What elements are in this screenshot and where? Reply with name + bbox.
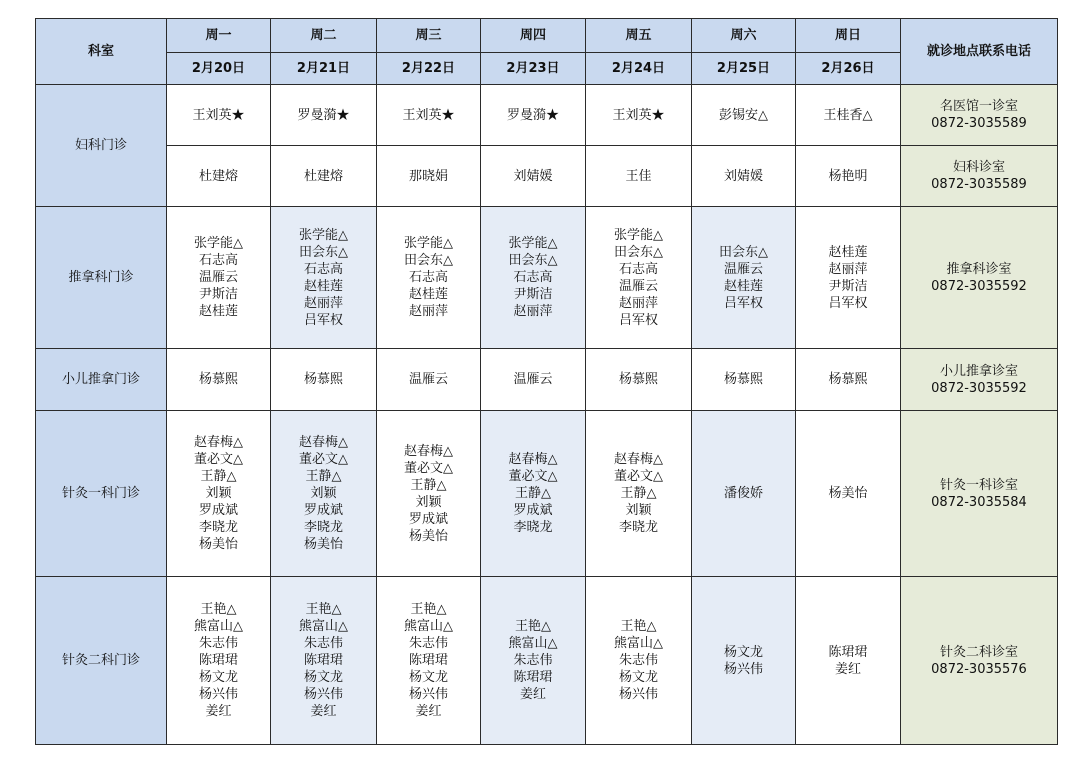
schedule-cell bbox=[586, 146, 692, 207]
doctor-name: 杜建熔 bbox=[198, 168, 238, 184]
schedule-cell bbox=[692, 85, 796, 146]
room-name: 针灸一科诊室 bbox=[939, 477, 1018, 493]
phone-number: 0872-3035589 bbox=[931, 116, 1027, 131]
phone-number: 0872-3035592 bbox=[931, 380, 1027, 396]
schedule-cell bbox=[167, 207, 271, 349]
schedule-cell bbox=[586, 577, 692, 745]
doctor-name: 王刘英★ bbox=[192, 107, 245, 123]
doctor-name: 尹斯洁 bbox=[513, 287, 553, 302]
doctor-name: 石志高 bbox=[303, 261, 343, 277]
doctor-name: 罗曼漪★ bbox=[297, 107, 350, 123]
doctor-name: 杨兴伟 bbox=[198, 687, 238, 702]
doctor-name: 陈珺珺 bbox=[303, 653, 343, 668]
schedule-cell bbox=[586, 85, 692, 146]
weekday-header: 周日 bbox=[796, 19, 901, 53]
doctor-name: 石志高 bbox=[408, 270, 448, 285]
phone-number: 0872-3035584 bbox=[931, 494, 1027, 510]
doctor-name: 王艳△ bbox=[620, 619, 657, 634]
doctor-name: 董必文△ bbox=[508, 469, 558, 484]
schedule-cell bbox=[377, 349, 481, 411]
schedule-cell bbox=[481, 577, 586, 745]
doctor-name: 温雁云 bbox=[513, 372, 553, 387]
schedule-cell bbox=[377, 577, 481, 745]
doctor-name: 田会东△ bbox=[299, 244, 348, 260]
doctor-name: 朱志伟 bbox=[408, 636, 448, 651]
doctor-name: 赵春梅△ bbox=[299, 435, 348, 450]
doctor-name: 赵春梅△ bbox=[404, 443, 453, 459]
schedule-cell bbox=[271, 411, 377, 577]
table-row bbox=[36, 146, 1058, 207]
schedule-cell bbox=[167, 349, 271, 411]
location-cell bbox=[901, 207, 1058, 349]
doctor-name: 董必文△ bbox=[299, 452, 348, 467]
schedule-cell bbox=[586, 207, 692, 349]
doctor-name: 王静△ bbox=[620, 486, 657, 501]
doctor-name: 熊富山△ bbox=[614, 636, 663, 651]
doctor-name: 杨兴伟 bbox=[303, 687, 343, 702]
schedule-cell bbox=[796, 349, 901, 411]
table-row bbox=[36, 411, 1058, 577]
doctor-name: 王艳△ bbox=[305, 602, 342, 617]
location-cell bbox=[901, 577, 1058, 745]
doctor-name: 田会东△ bbox=[508, 253, 558, 268]
schedule-cell bbox=[481, 85, 586, 146]
doctor-name: 陈珺珺 bbox=[513, 670, 553, 685]
doctor-name: 尹斯洁 bbox=[198, 287, 238, 302]
location-cell bbox=[901, 85, 1058, 146]
doctor-name: 彭锡安△ bbox=[719, 107, 768, 123]
doctor-name: 温雁云 bbox=[198, 270, 238, 285]
doctor-name: 赵桂莲 bbox=[408, 287, 448, 302]
doctor-name: 罗曼漪★ bbox=[506, 107, 559, 123]
doctor-name: 杨美怡 bbox=[303, 537, 343, 552]
room-name: 名医馆一诊室 bbox=[939, 99, 1018, 114]
doctor-name: 杨美怡 bbox=[408, 528, 448, 544]
doctor-name: 温雁云 bbox=[723, 261, 763, 277]
doctor-name: 吕军权 bbox=[303, 312, 343, 328]
doctor-name: 温雁云 bbox=[618, 278, 658, 294]
doctor-name: 刘颖 bbox=[415, 494, 442, 510]
weekday-header: 周一 bbox=[167, 19, 271, 53]
date-header: 2月25日 bbox=[692, 53, 796, 85]
schedule-cell bbox=[481, 349, 586, 411]
doctor-name: 张学能△ bbox=[404, 236, 453, 251]
schedule-cell bbox=[796, 577, 901, 745]
doctor-name: 姜红 bbox=[519, 687, 546, 702]
date-header: 2月26日 bbox=[796, 53, 901, 85]
doctor-name: 田会东△ bbox=[719, 244, 768, 260]
schedule-cell bbox=[586, 411, 692, 577]
dept-name: 针灸二科门诊 bbox=[36, 577, 167, 745]
schedule-cell bbox=[692, 207, 796, 349]
location-header: 就诊地点联系电话 bbox=[901, 19, 1058, 85]
schedule-body bbox=[36, 85, 1058, 745]
schedule-cell bbox=[167, 85, 271, 146]
doctor-name: 杨文龙 bbox=[723, 644, 763, 660]
dept-name: 推拿科门诊 bbox=[36, 207, 167, 349]
doctor-name: 李晓龙 bbox=[513, 520, 553, 535]
doctor-name: 张学能△ bbox=[299, 227, 348, 243]
doctor-name: 罗成斌 bbox=[303, 503, 343, 518]
date-header: 2月21日 bbox=[271, 53, 377, 85]
doctor-name: 王艳△ bbox=[515, 619, 551, 634]
doctor-name: 王静△ bbox=[410, 477, 447, 493]
doctor-name: 张学能△ bbox=[614, 227, 663, 243]
doctor-name: 熊富山△ bbox=[508, 636, 558, 651]
doctor-name: 朱志伟 bbox=[198, 636, 238, 651]
date-header: 2月24日 bbox=[586, 53, 692, 85]
doctor-name: 尹斯洁 bbox=[828, 278, 868, 294]
doctor-name: 杜建熔 bbox=[303, 168, 343, 184]
schedule-cell bbox=[692, 577, 796, 745]
doctor-name: 姜红 bbox=[415, 704, 442, 719]
doctor-name: 吕军权 bbox=[618, 312, 658, 328]
doctor-name: 杨艳明 bbox=[828, 168, 868, 184]
doctor-name: 王桂香△ bbox=[823, 107, 873, 123]
doctor-name: 那晓娟 bbox=[408, 168, 448, 184]
location-cell bbox=[901, 349, 1058, 411]
weekday-header: 周五 bbox=[586, 19, 692, 53]
schedule-cell bbox=[692, 146, 796, 207]
doctor-name: 姜红 bbox=[310, 704, 337, 719]
doctor-name: 王静△ bbox=[515, 486, 551, 501]
room-name: 妇科诊室 bbox=[952, 160, 1005, 175]
doctor-name: 王佳 bbox=[625, 168, 652, 184]
schedule-cell bbox=[271, 146, 377, 207]
doctor-name: 石志高 bbox=[198, 253, 238, 268]
schedule-cell bbox=[271, 85, 377, 146]
doctor-name: 吕军权 bbox=[828, 295, 868, 311]
dept-header: 科室 bbox=[36, 19, 167, 85]
schedule-cell bbox=[796, 207, 901, 349]
schedule-cell bbox=[377, 146, 481, 207]
doctor-name: 杨慕熙 bbox=[198, 372, 238, 387]
schedule-cell bbox=[271, 349, 377, 411]
phone-number: 0872-3035589 bbox=[931, 177, 1027, 192]
doctor-name: 王艳△ bbox=[410, 602, 447, 617]
doctor-name: 朱志伟 bbox=[618, 653, 658, 668]
schedule-cell bbox=[271, 577, 377, 745]
dept-name: 小儿推拿门诊 bbox=[36, 349, 167, 411]
doctor-name: 杨文龙 bbox=[408, 670, 448, 685]
doctor-name: 陈珺珺 bbox=[408, 653, 448, 668]
dept-name: 针灸一科门诊 bbox=[36, 411, 167, 577]
schedule-cell bbox=[377, 411, 481, 577]
doctor-name: 李晓龙 bbox=[618, 520, 658, 535]
doctor-name: 张学能△ bbox=[194, 236, 243, 251]
doctor-name: 温雁云 bbox=[408, 372, 448, 387]
location-cell bbox=[901, 411, 1058, 577]
doctor-name: 杨兴伟 bbox=[723, 661, 763, 677]
schedule-cell bbox=[377, 207, 481, 349]
doctor-name: 王静△ bbox=[200, 469, 237, 484]
doctor-name: 罗成斌 bbox=[408, 511, 448, 527]
doctor-name: 张学能△ bbox=[508, 236, 558, 251]
dept-name: 妇科门诊 bbox=[36, 85, 167, 207]
schedule-cell bbox=[692, 411, 796, 577]
doctor-name: 王刘英★ bbox=[612, 107, 665, 123]
schedule-cell bbox=[167, 577, 271, 745]
doctor-name: 杨慕熙 bbox=[618, 372, 658, 387]
doctor-name: 刘婧媛 bbox=[723, 168, 763, 184]
doctor-name: 朱志伟 bbox=[303, 636, 343, 651]
doctor-name: 赵桂莲 bbox=[303, 278, 343, 294]
doctor-name: 李晓龙 bbox=[303, 520, 343, 535]
doctor-name: 田会东△ bbox=[614, 244, 663, 260]
doctor-name: 李晓龙 bbox=[198, 520, 238, 535]
room-name: 推拿科诊室 bbox=[946, 261, 1012, 277]
doctor-name: 刘婧媛 bbox=[513, 168, 553, 184]
doctor-name: 田会东△ bbox=[404, 253, 453, 268]
schedule-cell bbox=[586, 349, 692, 411]
doctor-name: 吕军权 bbox=[723, 295, 763, 311]
schedule-cell bbox=[796, 411, 901, 577]
doctor-name: 姜红 bbox=[205, 704, 232, 719]
doctor-name: 刘颖 bbox=[625, 503, 652, 518]
table-row bbox=[36, 207, 1058, 349]
doctor-name: 赵春梅△ bbox=[614, 452, 663, 467]
doctor-name: 刘颖 bbox=[205, 486, 232, 501]
doctor-name: 熊富山△ bbox=[404, 619, 453, 634]
schedule-cell bbox=[692, 349, 796, 411]
doctor-name: 赵春梅△ bbox=[508, 452, 558, 467]
doctor-name: 朱志伟 bbox=[513, 653, 553, 668]
schedule-cell bbox=[481, 146, 586, 207]
table-row bbox=[36, 85, 1058, 146]
date-header: 2月23日 bbox=[481, 53, 586, 85]
doctor-name: 刘颖 bbox=[310, 486, 337, 501]
table-row bbox=[36, 577, 1058, 745]
location-cell bbox=[901, 146, 1058, 207]
weekday-header: 周二 bbox=[271, 19, 377, 53]
doctor-name: 陈珺珺 bbox=[198, 653, 238, 668]
doctor-name: 杨美怡 bbox=[828, 486, 868, 501]
doctor-name: 赵丽萍 bbox=[408, 304, 448, 319]
doctor-name: 罗成斌 bbox=[198, 503, 238, 518]
doctor-name: 赵桂莲 bbox=[828, 244, 868, 260]
doctor-name: 杨兴伟 bbox=[408, 687, 448, 702]
doctor-name: 董必文△ bbox=[614, 469, 663, 484]
doctor-name: 赵丽萍 bbox=[513, 304, 553, 319]
doctor-name: 董必文△ bbox=[404, 460, 453, 476]
doctor-name: 赵春梅△ bbox=[194, 435, 243, 450]
doctor-name: 潘俊娇 bbox=[723, 486, 763, 501]
weekday-header: 周三 bbox=[377, 19, 481, 53]
schedule-cell bbox=[377, 85, 481, 146]
schedule-cell bbox=[167, 146, 271, 207]
doctor-name: 杨美怡 bbox=[198, 537, 238, 552]
doctor-name: 王艳△ bbox=[200, 602, 237, 617]
doctor-name: 石志高 bbox=[618, 261, 658, 277]
room-name: 针灸二科诊室 bbox=[939, 644, 1018, 660]
doctor-name: 杨文龙 bbox=[198, 670, 238, 685]
doctor-name: 罗成斌 bbox=[513, 503, 553, 518]
doctor-name: 杨慕熙 bbox=[303, 372, 343, 387]
doctor-name: 赵丽萍 bbox=[828, 261, 868, 277]
doctor-name: 王静△ bbox=[305, 469, 342, 484]
weekday-header: 周四 bbox=[481, 19, 586, 53]
weekday-header: 周六 bbox=[692, 19, 796, 53]
doctor-name: 赵桂莲 bbox=[198, 304, 238, 319]
schedule-cell bbox=[796, 146, 901, 207]
doctor-name: 赵丽萍 bbox=[618, 295, 658, 311]
phone-number: 0872-3035592 bbox=[931, 278, 1027, 294]
schedule-cell bbox=[481, 207, 586, 349]
doctor-name: 熊富山△ bbox=[194, 619, 243, 634]
room-name: 小儿推拿诊室 bbox=[939, 363, 1018, 379]
doctor-name: 杨慕熙 bbox=[828, 372, 868, 387]
doctor-name: 王刘英★ bbox=[402, 107, 455, 123]
doctor-name: 姜红 bbox=[834, 661, 861, 677]
phone-number: 0872-3035576 bbox=[931, 661, 1027, 677]
table-row bbox=[36, 349, 1058, 411]
schedule-cell bbox=[796, 85, 901, 146]
doctor-name: 董必文△ bbox=[194, 452, 243, 467]
schedule-cell bbox=[167, 411, 271, 577]
doctor-name: 赵丽萍 bbox=[303, 295, 343, 311]
doctor-name: 杨文龙 bbox=[303, 670, 343, 685]
date-header: 2月20日 bbox=[167, 53, 271, 85]
doctor-name: 杨兴伟 bbox=[618, 687, 658, 702]
date-header: 2月22日 bbox=[377, 53, 481, 85]
schedule-cell bbox=[481, 411, 586, 577]
schedule-cell bbox=[271, 207, 377, 349]
doctor-name: 杨文龙 bbox=[618, 670, 658, 685]
doctor-name: 石志高 bbox=[513, 270, 553, 285]
doctor-name: 陈珺珺 bbox=[828, 644, 868, 660]
doctor-name: 熊富山△ bbox=[299, 619, 348, 634]
doctor-name: 杨慕熙 bbox=[723, 372, 763, 387]
schedule-table bbox=[35, 18, 1058, 745]
doctor-name: 赵桂莲 bbox=[723, 278, 763, 294]
